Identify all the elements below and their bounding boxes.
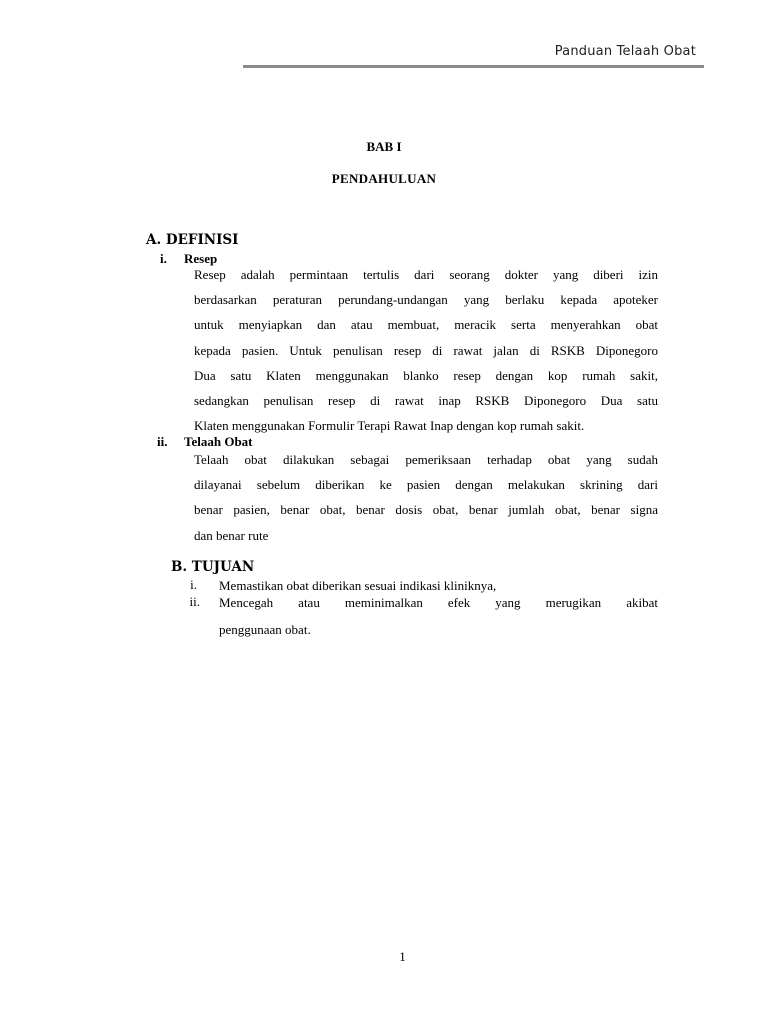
subsection-number-resep: i. (160, 251, 167, 266)
page-number: 1 (399, 949, 406, 964)
section-a-heading: A. DEFINISI (146, 232, 239, 248)
paragraph-line: kepada pasien. Untuk penulisan resep di rawat jalan di RSKB Diponegoro (194, 342, 658, 358)
chapter-title: PENDAHULUAN (331, 171, 437, 186)
paragraph-line: benar pasien, benar obat, benar dosis obat, benar jumlah obat, benar signa (194, 502, 658, 518)
paragraph-line: Resep adalah permintaan tertulis dari seorang dokter yang diberi izin (194, 267, 658, 282)
list-item-line: Mencegah atau meminimalkan efek yang merugikan akibat (219, 595, 658, 610)
paragraph-line: Klaten menggunakan Formulir Terapi Rawat Inap dengan kop rumah sakit. (194, 418, 585, 434)
paragraph-line: untuk menyiapkan dan atau membuat, meracik serta menyerahkan obat (194, 317, 658, 333)
list-number: ii. (189, 594, 200, 609)
subsection-title-telaah-obat: Telaah Obat (184, 434, 253, 449)
paragraph-line: sedangkan penulisan resep di rawat inap RSKB Diponegoro Dua satu (194, 392, 658, 408)
list-item-line: penggunaan obat. (219, 622, 311, 637)
paragraph-resep (194, 262, 658, 438)
paragraph-line: dan benar rute (194, 527, 269, 543)
subsection-title-resep: Resep (184, 251, 218, 266)
paragraph-line: Telaah obat dilakukan sebagai pemeriksaan terhadap obat yang sudah (194, 452, 658, 467)
section-b-heading: B. TUJUAN (171, 559, 255, 575)
running-header-title: Panduan Telaah Obat (554, 44, 696, 59)
paragraph-line: berdasarkan peraturan perundang-undangan yang berlaku kepada apoteker (194, 292, 658, 308)
paragraph-line: Dua satu Klaten menggunakan blanko resep dengan kop rumah sakit, (194, 367, 658, 383)
paragraph-line: dilayanai sebelum diberikan ke pasien dengan melakukan skrining dari (194, 477, 658, 493)
chapter-number: BAB I (366, 139, 402, 154)
paragraph-telaah-obat (194, 447, 658, 548)
header-rule (243, 65, 704, 68)
list-item-tujuan-2 (219, 594, 658, 648)
list-item-line: Memastikan obat diberikan sesuai indikasi kliniknya, (219, 578, 497, 593)
list-number: i. (190, 577, 197, 592)
subsection-number-telaah-obat: ii. (157, 434, 168, 449)
